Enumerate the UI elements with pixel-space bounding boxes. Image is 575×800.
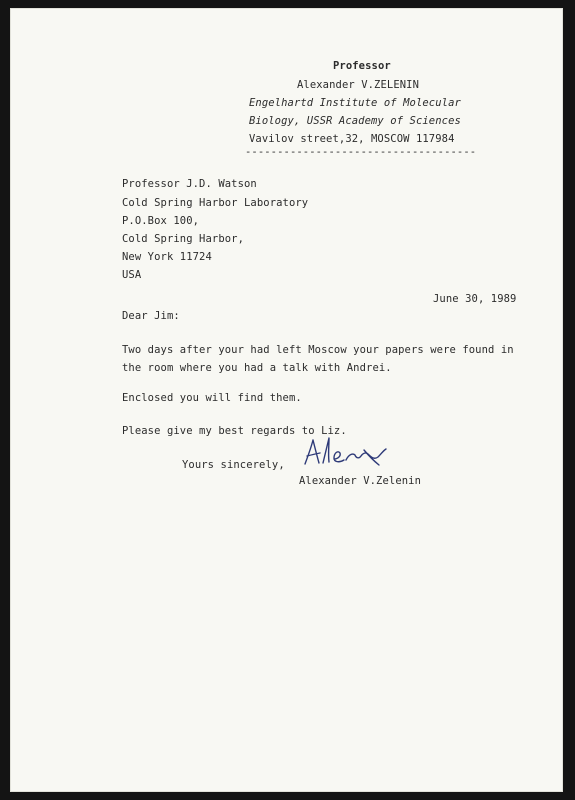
recipient-line: New York 11724 — [122, 251, 212, 263]
letter-date: June 30, 1989 — [433, 293, 517, 305]
recipient-line: USA — [122, 269, 142, 281]
letterhead-institute-line1: Engelhartd Institute of Molecular — [249, 97, 461, 109]
letter-page — [10, 8, 563, 792]
body-paragraph-2: Enclosed you will find them. — [122, 392, 302, 404]
letterhead-address: Vavilov street,32, MOSCOW 117984 — [249, 133, 455, 145]
recipient-line: Cold Spring Harbor, — [122, 233, 245, 245]
handwritten-signature — [301, 430, 401, 472]
body-paragraph-1-line-2: the room where you had a talk with Andrei. — [122, 362, 392, 374]
signature-ink — [305, 438, 386, 465]
body-paragraph-1-line-1: Two days after your had left Moscow your papers were found in — [122, 344, 514, 356]
closing: Yours sincerely, — [182, 459, 285, 471]
body-paragraph-3: Please give my best regards to Liz. — [122, 425, 347, 437]
letterhead-institute-line2: Biology, USSR Academy of Sciences — [249, 115, 461, 127]
salutation: Dear Jim: — [122, 310, 180, 322]
letterhead-name: Alexander V.ZELENIN — [297, 79, 420, 91]
recipient-line: P.O.Box 100, — [122, 215, 200, 227]
recipient-line: Professor J.D. Watson — [122, 178, 257, 190]
signer-name: Alexander V.Zelenin — [299, 475, 422, 487]
recipient-line: Cold Spring Harbor Laboratory — [122, 197, 309, 209]
letterhead-rule: ------------------------------------ — [245, 146, 477, 158]
letterhead-title: Professor — [333, 60, 391, 72]
